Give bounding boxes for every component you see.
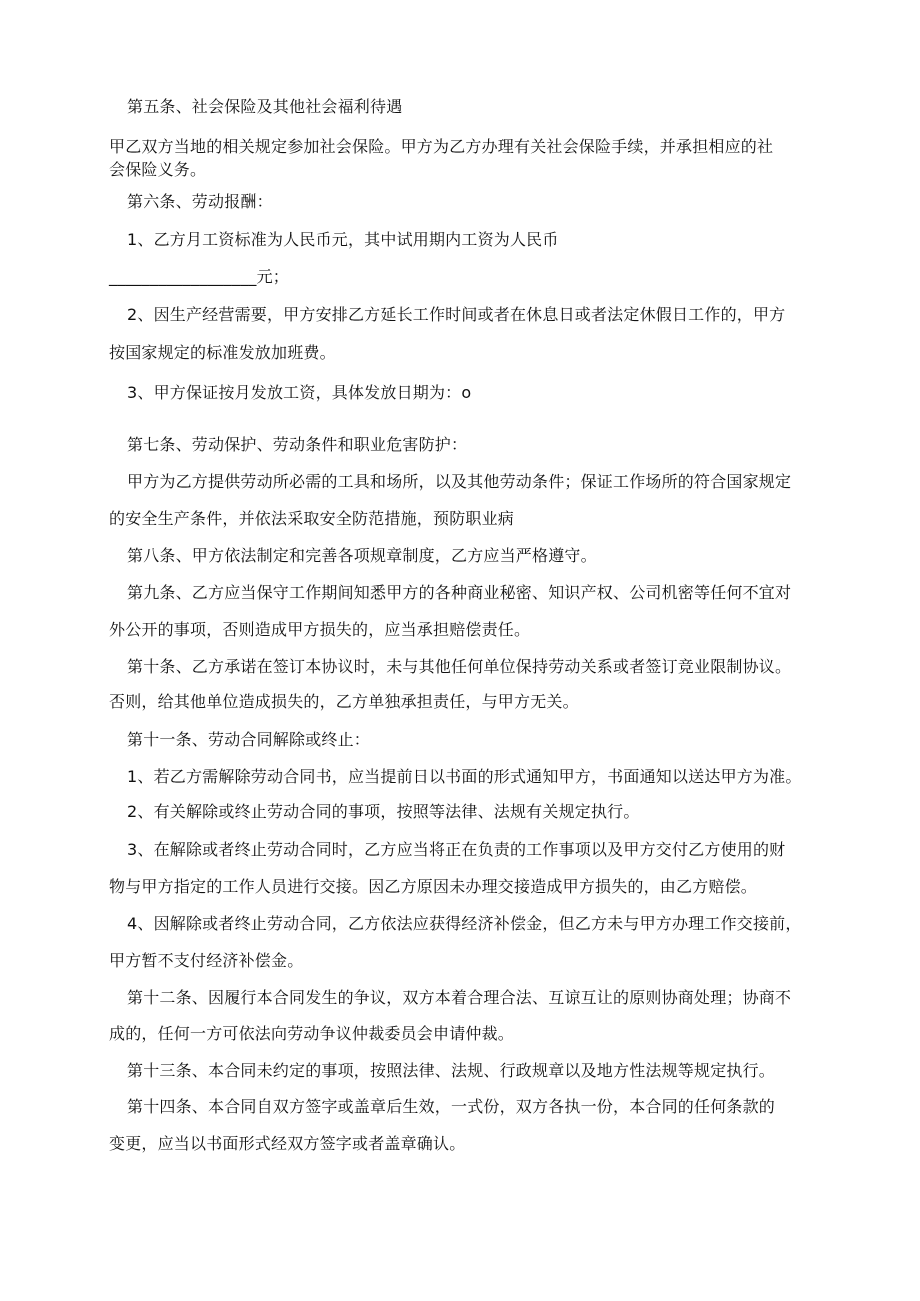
clause-6-item-2-line-1: 2、因生产经营需要，甲方安排乙方延长工作时间或者在休息日或者法定休假日工作的，甲方 bbox=[127, 305, 786, 324]
clause-12-line-2: 成的，任何一方可依法向劳动争议仲裁委员会申请仲裁。 bbox=[109, 1024, 515, 1043]
clause-11-heading: 第十一条、劳动合同解除或终止： bbox=[127, 730, 371, 749]
clause-11-item-4-line-2: 甲方暂不支付经济补偿金。 bbox=[109, 951, 304, 970]
clause-8: 第八条、甲方依法制定和完善各项规章制度，乙方应当严格遵守。 bbox=[127, 546, 597, 565]
clause-12-line-1: 第十二条、因履行本合同发生的争议，双方本着合理合法、互谅互让的原则协商处理；协商不 bbox=[127, 988, 792, 1007]
clause-9-line-2: 外公开的事项，否则造成甲方损失的，应当承担赔偿责任。 bbox=[109, 620, 531, 639]
clause-5-heading: 第五条、社会保险及其他社会福利待遇 bbox=[127, 97, 403, 116]
clause-11-item-3-line-2: 物与甲方指定的工作人员进行交接。因乙方原因未办理交接造成甲方损失的，由乙方赔偿。 bbox=[109, 877, 758, 896]
clause-14-line-2: 变更，应当以书面形式经双方签字或者盖章确认。 bbox=[109, 1134, 466, 1153]
clause-7-heading: 第七条、劳动保护、劳动条件和职业危害防护： bbox=[127, 435, 468, 454]
clause-10-line-1: 第十条、乙方承诺在签订本协议时，未与其他任何单位保持劳动关系或者签订竞业限制协议。 bbox=[127, 657, 792, 676]
clause-7-text-line-1: 甲方为乙方提供劳动所必需的工具和场所，以及其他劳动条件；保证工作场所的符合国家规定 bbox=[127, 472, 792, 491]
clause-6-item-2-line-2: 按国家规定的标准发放加班费。 bbox=[109, 343, 336, 362]
clause-9-line-1: 第九条、乙方应当保守工作期间知悉甲方的各种商业秘密、知识产权、公司机密等任何不宜对 bbox=[127, 583, 792, 602]
clause-10-line-2: 否则，给其他单位造成损失的，乙方单独承担责任，与甲方无关。 bbox=[109, 692, 579, 711]
clause-11-item-2: 2、有关解除或终止劳动合同的事项，按照等法律、法规有关规定执行。 bbox=[127, 802, 640, 821]
clause-6-item-3: 3、甲方保证按月发放工资，具体发放日期为：o bbox=[127, 383, 472, 402]
clause-13: 第十三条、本合同未约定的事项，按照法律、法规、行政规章以及地方性法规等规定执行。 bbox=[127, 1061, 776, 1080]
clause-6-heading: 第六条、劳动报酬： bbox=[127, 192, 273, 211]
salary-blank-line: __________________元； bbox=[109, 267, 289, 286]
clause-7-text-line-2: 的安全生产条件，并依法采取安全防范措施，预防职业病 bbox=[109, 509, 515, 528]
clause-5-text-line-2: 会保险义务。 bbox=[109, 160, 207, 179]
clause-6-item-1: 1、乙方月工资标准为人民币元，其中试用期内工资为人民币 bbox=[127, 230, 559, 249]
clause-11-item-4-line-1: 4、因解除或者终止劳动合同，乙方依法应获得经济补偿金，但乙方未与甲方办理工作交接前， bbox=[127, 914, 802, 933]
clause-5-text-line-1: 甲乙双方当地的相关规定参加社会保险。甲方为乙方办理有关社会保险手续，并承担相应的社 bbox=[109, 137, 774, 156]
clause-11-item-1: 1、若乙方需解除劳动合同书，应当提前日以书面的形式通知甲方，书面通知以送达甲方为准。 bbox=[127, 767, 802, 786]
clause-14-line-1: 第十四条、本合同自双方签字或盖章后生效，一式份，双方各执一份，本合同的任何条款的 bbox=[127, 1097, 776, 1116]
clause-11-item-3-line-1: 3、在解除或者终止劳动合同时，乙方应当将正在负责的工作事项以及甲方交付乙方使用的财 bbox=[127, 840, 786, 859]
